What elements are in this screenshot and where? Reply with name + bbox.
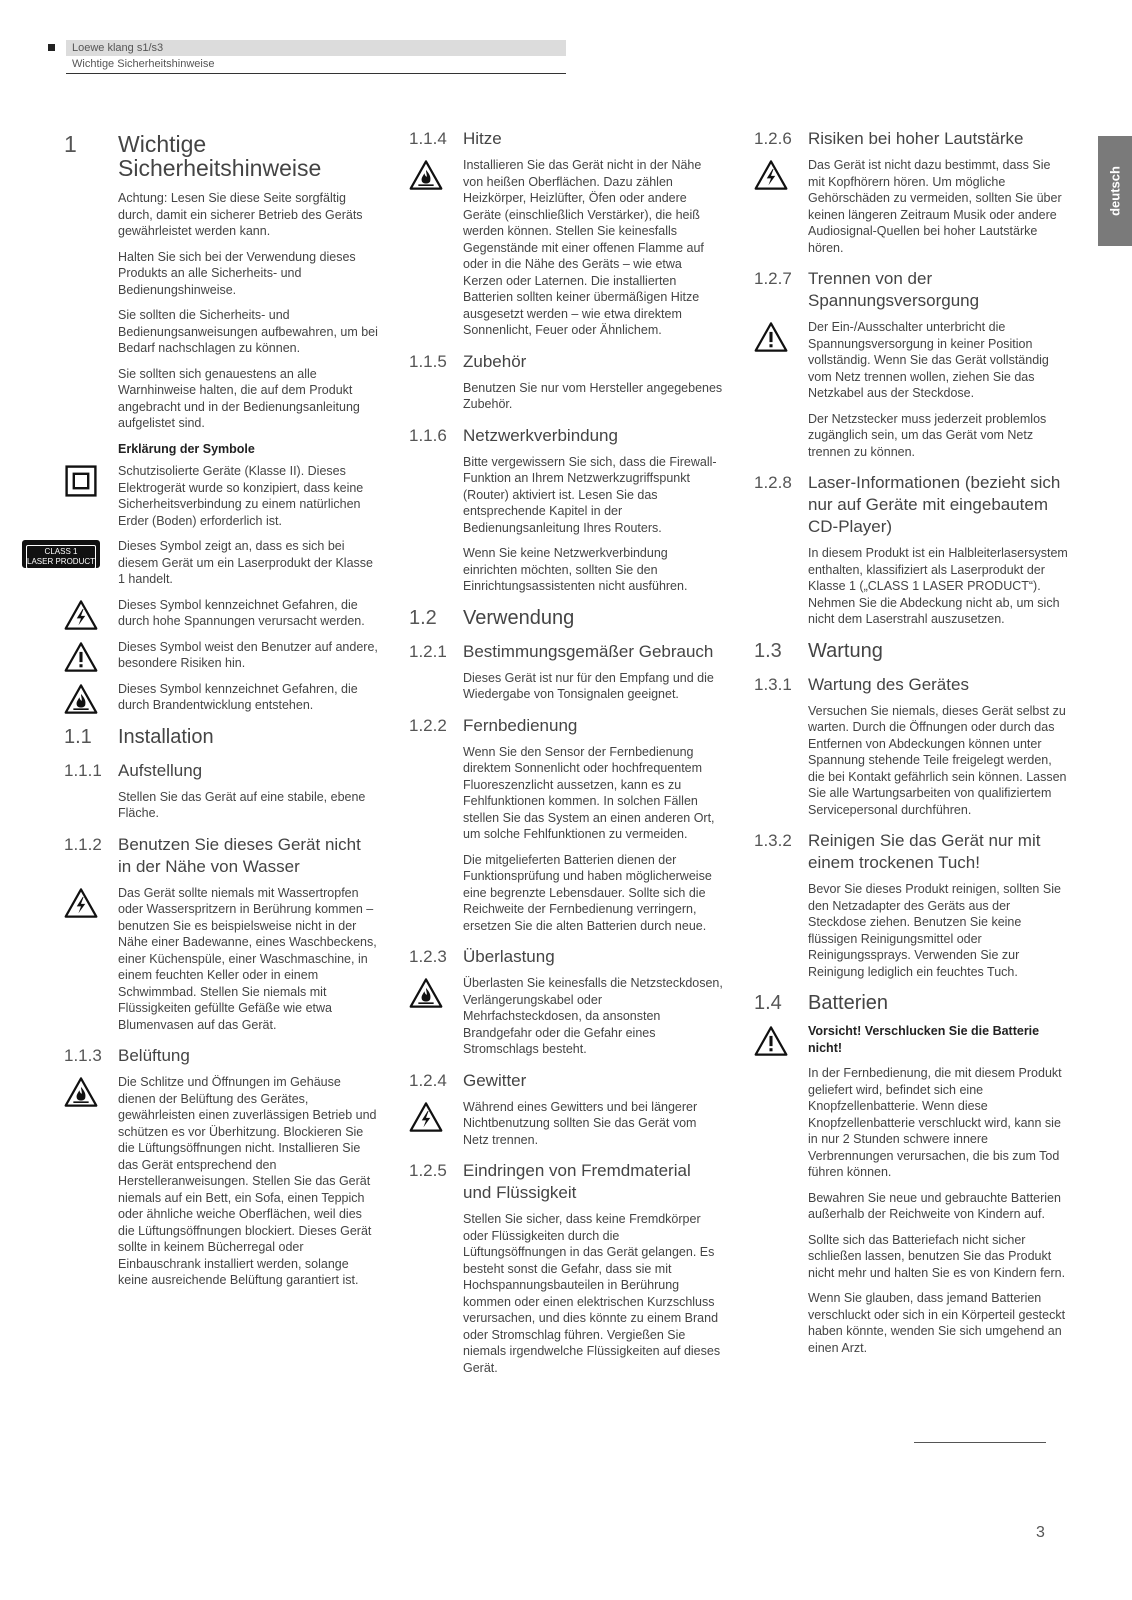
- high-voltage-warning-icon: [64, 599, 98, 631]
- section-title: Benutzen Sie dieses Gerät nicht in der Nähe von Wasser: [118, 834, 361, 876]
- laser-label-line1: CLASS 1: [44, 547, 78, 556]
- section-1-1-2-heading: [64, 834, 378, 878]
- section-number: 1.2.8: [754, 473, 792, 492]
- paragraph: Die mitgelieferten Batterien dienen der Funktionsprüfung und haben möglicherweise eine begrenzte Lebensdauer. Sollte sich die Reichweite der Fernbedienung verringern, ersetzen Sie die alten Batterien durch neue.: [463, 852, 712, 933]
- section-title: Hitze: [463, 129, 502, 148]
- battery-warning-text: Vorsicht! Verschlucken Sie die Batterie nicht!: [808, 1024, 1040, 1055]
- high-voltage-warning-icon: [64, 887, 98, 919]
- paragraph: Dieses Symbol zeigt an, dass es sich bei diesem Gerät um ein Laserprodukt der Klasse 1 handelt.: [118, 539, 373, 586]
- section-1-2-6-heading: [754, 128, 1068, 150]
- general-warning-icon: [754, 1025, 788, 1057]
- icon-paragraph: [409, 157, 723, 339]
- language-tab-label: deutsch: [1107, 166, 1123, 216]
- paragraph: Dieses Symbol kennzeichnet Gefahren, die durch hohe Spannungen verursacht werden.: [118, 597, 365, 628]
- paragraph: Bevor Sie dieses Produkt reinigen, sollten Sie den Netzadapter des Geräts aus der Steckdose ziehen. Benutzen Sie keine flüssigen Reinigungsmittel oder Reinigungssprays. Verwenden Sie zur Reinigung lediglich ein feuchtes Tuch.: [808, 882, 1061, 979]
- section-title: Gewitter: [463, 1070, 527, 1090]
- section-title: Installation: [118, 725, 214, 748]
- section-1-2-4-heading: [409, 1070, 723, 1092]
- section-title: Wartung: [808, 639, 883, 662]
- section-1-2-2-heading: [409, 715, 723, 737]
- class2-double-square-icon: [64, 465, 98, 497]
- section-1-2-5-heading: [409, 1160, 723, 1204]
- section-number: 1.2.4: [409, 1070, 447, 1090]
- paragraph: In diesem Produkt ist ein Halbleiterlasersystem enthalten, klassifiziert als Laserprodukt der Klasse 1 („CLASS 1 LASER PRODUCT“). Nehmen Sie die Abdeckung nicht ab, um sich nicht dem Laserstrahl auszusetzen.: [808, 546, 1068, 626]
- paragraph: Wenn Sie keine Netzwerkverbindung einrichten möchten, sollten Sie den Einrichtungsassistenten nicht ausführen.: [463, 546, 688, 593]
- battery-warning: [808, 1023, 1068, 1056]
- symbol-row-warning: [64, 639, 378, 672]
- section-1-1-1-heading: [64, 760, 378, 782]
- section-number: 1.3.1: [754, 674, 792, 694]
- icon-paragraph: [409, 1099, 723, 1149]
- paragraph: Die Schlitze und Öffnungen im Gehäuse dienen der Belüftung des Gerätes, gewährleisten einen zuverlässigen Betrieb und schützen es vor Überhitzung. Blockieren Sie die Lüftungsöffnungen nicht. Installieren Sie das Gerät entsprechend den Herstelleranweisungen. Stellen Sie das Gerät niemals auf ein Bett, ein Sofa, einen Teppich oder ähnliche weiche Oberflächen, weil dies die Lüftungsöffnungen blockiert. Dieses Gerät sollte in keinem Bücherregal oder Einbauschrank installiert werden, solange keine ausreichende Belüftung garantiert ist.: [118, 1075, 377, 1287]
- page-number: 3: [1036, 1524, 1045, 1541]
- section-1-4-heading: [754, 992, 1068, 1014]
- section-number: 1.1.4: [409, 129, 447, 148]
- icon-paragraph: [64, 885, 378, 1034]
- paragraph: Sollte sich das Batteriefach nicht sicher schließen lassen, benutzen Sie das Produkt nicht mehr und halten Sie es von Kindern fern.: [808, 1232, 1066, 1280]
- section-1-2-3-heading: [409, 946, 723, 968]
- section-title: Überlastung: [463, 947, 555, 966]
- section-title: Fernbedienung: [463, 715, 578, 735]
- section-title: Zubehör: [463, 351, 527, 371]
- paragraph: Installieren Sie das Gerät nicht in der Nähe von heißen Oberflächen. Dazu zählen Heizkörper, Heizlüfter, Öfen oder andere Geräte (einschließlich Verstärker), die heiß werden können. Stellen Sie keinesfalls Gegenstände mit einer offenen Flamme auf oder in die Nähe des Geräts – wie etwa Kerzen oder Laternen. Die installierten Batterien sollten keiner übermäßigen Hitze ausgesetzt werden – wie etwa direktem Sonnenlicht, Feuer oder Ähnlichem.: [463, 158, 704, 337]
- symbol-row-fire: [64, 681, 378, 714]
- section-1-2-1-heading: [409, 641, 723, 663]
- fire-hazard-icon: [64, 1076, 98, 1108]
- column-2: [409, 128, 723, 1385]
- section-title: Wichtige Sicherheitshinweise: [118, 131, 322, 181]
- section-1-1-6-heading: [409, 425, 723, 447]
- header-bullet: [48, 44, 55, 51]
- header-title: Loewe klang s1/s3: [66, 40, 566, 56]
- paragraph: Stellen Sie das Gerät auf eine stabile, ebene Fläche.: [118, 789, 366, 820]
- section-number: 1.1.1: [64, 760, 102, 780]
- high-voltage-warning-icon: [409, 1101, 443, 1133]
- general-warning-icon: [754, 321, 788, 353]
- fire-hazard-icon: [409, 159, 443, 191]
- section-1-1-4-heading: [409, 128, 723, 150]
- high-voltage-warning-icon: [754, 159, 788, 191]
- section-1-2-heading: [409, 607, 723, 629]
- paragraph: Das Gerät sollte niemals mit Wassertropfen oder Wasserspritzern in Berührung kommen – benutzen Sie es beispielsweise nicht in der Nähe einer Badewanne, eines Waschbeckens, einer Küchenspüle, einer Waschmaschine, in einem feuchten Keller oder in einem Schwimmbad. Stellen Sie niemals mit Flüssigkeiten gefüllte Gefäße wie etwa Blumenvasen auf das Gerät.: [118, 885, 377, 1032]
- paragraph: Dieses Symbol kennzeichnet Gefahren, die durch Brandentwicklung entstehen.: [118, 681, 358, 712]
- section-number: 1.2.7: [754, 269, 792, 288]
- paragraph: Achtung: Lesen Sie diese Seite sorgfältig durch, damit ein sicherer Betrieb des Geräts gewährleistet werden kann.: [118, 191, 363, 238]
- icon-paragraph: [409, 975, 723, 1058]
- section-number: 1.1.3: [64, 1046, 102, 1065]
- symbol-row-class2: [64, 463, 378, 529]
- paragraph: Das Gerät ist nicht dazu bestimmt, dass Sie mit Kopfhörern hören. Um mögliche Gehörschäden zu vermeiden, sollten Sie über keinen längeren Zeitraum Musik oder andere Audiosignal-Quellen bei hoher Lautstärke hören.: [808, 158, 1062, 255]
- section-title: Bestimmungsgemäßer Gebrauch: [463, 641, 714, 661]
- paragraph: Sie sollten die Sicherheits- und Bedienungsanweisungen aufbewahren, um bei Bedarf nachschlagen zu können.: [118, 308, 378, 355]
- icon-paragraph: [64, 1074, 378, 1289]
- section-title: Verwendung: [463, 606, 575, 629]
- section-number: 1.3.2: [754, 831, 792, 850]
- section-title: Risiken bei hoher Lautstärke: [808, 129, 1024, 148]
- icon-paragraph: [754, 1023, 1068, 1056]
- section-title: Netzwerkverbindung: [463, 425, 618, 445]
- fire-hazard-icon: [409, 977, 443, 1009]
- general-warning-icon: [64, 641, 98, 673]
- section-number: 1.2.2: [409, 715, 447, 735]
- symbol-row-laser: [27, 538, 378, 588]
- paragraph: Bewahren Sie neue und gebrauchte Batterien außerhalb der Reichweite von Kindern auf.: [808, 1190, 1061, 1221]
- section-1-1-5-heading: [409, 351, 723, 373]
- header-divider: [66, 73, 566, 74]
- column-3: [754, 128, 1068, 1365]
- laser-label-line2: LASER PRODUCT: [27, 557, 96, 566]
- section-1-1-heading: [64, 726, 378, 748]
- column-1: [27, 128, 378, 1298]
- paragraph: Sie sollten sich genauestens an alle Warnhinweise halten, die auf dem Produkt angebracht und in der Bedienungsanleitung aufgelistet sind.: [118, 366, 360, 430]
- paragraph: Benutzen Sie nur vom Hersteller angegebenes Zubehör.: [463, 380, 723, 411]
- symbols-heading: [118, 441, 378, 458]
- section-number: 1.2.1: [409, 641, 447, 661]
- language-tab[interactable]: [1098, 136, 1132, 246]
- section-number: 1.4: [754, 992, 782, 1014]
- paragraph: Der Netzstecker muss jederzeit problemlos zugänglich sein, um das Gerät vom Netz trennen zu können.: [808, 411, 1047, 459]
- symbols-heading-text: Erklärung der Symbole: [118, 441, 255, 456]
- section-1-1-3-heading: [64, 1045, 378, 1067]
- section-number: 1.1.2: [64, 834, 102, 854]
- section-number: 1.2.3: [409, 947, 447, 966]
- header-subtitle: Wichtige Sicherheitshinweise: [72, 58, 215, 70]
- section-1-2-8-heading: [754, 472, 1068, 538]
- paragraph: Überlasten Sie keinesfalls die Netzsteckdosen, Verlängerungskabel oder Mehrfachsteckdosen, da ansonsten Brandgefahr oder die Gefahr eines Stromschlags besteht.: [463, 976, 723, 1056]
- section-title: Laser-Informationen (bezieht sich nur auf Geräte mit eingebautem CD-Player): [808, 473, 1061, 536]
- paragraph: Stellen Sie sicher, dass keine Fremdkörper oder Flüssigkeiten durch die Lüftungsöffnungen in das Gerät gelangen. Es besteht sonst die Gefahr, dass sie mit Hochspannungsbauteilen in Berührung kommen oder einen elektrischen Kurzschluss verursachen, und dies könnte zu einem Brand oder Stromschlag führen. Vergießen Sie niemals irgendwelche Flüssigkeiten auf dieses Gerät.: [463, 1212, 721, 1375]
- section-number: 1.1: [64, 725, 92, 748]
- section-title: Wartung des Gerätes: [808, 674, 969, 694]
- paragraph: Wenn Sie glauben, dass jemand Batterien verschluckt oder sich in ein Körperteil gesteckt haben könnte, wenden Sie sich umgehend an einen Arzt.: [808, 1291, 1066, 1355]
- paragraph: Bitte vergewissern Sie sich, dass die Firewall-Funktion an Ihrem Netzwerkzugriffspunkt (Router) aktiviert ist. Lesen Sie das entsprechende Kapitel in der Bedienungsanleitung Ihres Routers.: [463, 454, 717, 535]
- paragraph: Halten Sie sich bei der Verwendung dieses Produkts an alle Sicherheits- und Bedienungshinweise.: [118, 249, 356, 297]
- section-title: Reinigen Sie das Gerät nur mit einem trockenen Tuch!: [808, 831, 1041, 872]
- section-1-2-7-heading: [754, 268, 1068, 312]
- symbol-row-voltage: [64, 597, 378, 630]
- end-divider: [914, 1442, 1046, 1443]
- section-number: 1.1.6: [409, 425, 447, 445]
- section-1-3-2-heading: [754, 830, 1068, 874]
- paragraph: In der Fernbedienung, die mit diesem Produkt geliefert wird, befindet sich eine Knopfzellenbatterie. Wenn diese Knopfzellenbatterie verschluckt wird, kann sie in nur 2 Stunden schwere innere Verbrennungen verursachen, die bis zum Tod führen können.: [808, 1066, 1062, 1179]
- section-title: Eindringen von Fremdmaterial und Flüssigkeit: [463, 1161, 691, 1202]
- paragraph: Dieses Gerät ist nur für den Empfang und die Wiedergabe von Tonsignalen geeignet.: [463, 670, 714, 701]
- section-1-heading: [64, 132, 378, 180]
- section-number: 1.3: [754, 639, 782, 662]
- paragraph: Während eines Gewitters und bei längerer Nichtbenutzung sollten Sie das Gerät vom Netz trennen.: [463, 1099, 698, 1147]
- section-title: Aufstellung: [118, 760, 203, 780]
- paragraph: Der Ein-/Ausschalter unterbricht die Spannungsversorgung in keiner Position vollständig. Wenn Sie das Gerät vollständig vom Netz trennen wollen, ziehen Sie das Netzkabel aus der Steckdose.: [808, 320, 1049, 400]
- section-number: 1.2.5: [409, 1161, 447, 1180]
- section-number: 1: [64, 131, 77, 157]
- paragraph: Schutzisolierte Geräte (Klasse II). Dieses Elektrogerät wurde so konzipiert, dass keine Sicherheitsverbindung zu einem natürlichen Erder (Boden) erforderlich ist.: [118, 464, 364, 528]
- icon-paragraph: [754, 319, 1068, 402]
- section-number: 1.2.6: [754, 129, 792, 148]
- paragraph: Versuchen Sie niemals, dieses Gerät selbst zu warten. Durch die Öffnungen oder durch das Entfernen von Abdeckungen können unter Spannung stehende Teile freigelegt werden, die bei Kontakt gefährlich sein können. Lassen Sie alle Wartungsarbeiten von qualifiziertem Servicepersonal durchführen.: [808, 703, 1067, 817]
- class1-laser-label-icon: [22, 540, 100, 568]
- section-title: Belüftung: [118, 1046, 190, 1065]
- paragraph: Wenn Sie den Sensor der Fernbedienung direktem Sonnenlicht oder hochfrequentem Fluoreszenzlicht aussetzen, kann es zu Fehlfunktionen kommen. In solchen Fällen stellen Sie das System an einen anderen Ort, um solche Fehlfunktionen zu vermeiden.: [463, 744, 715, 841]
- section-title: Trennen von der Spannungsversorgung: [808, 269, 980, 310]
- section-number: 1.2: [409, 606, 437, 629]
- paragraph: Dieses Symbol weist den Benutzer auf andere, besondere Risiken hin.: [118, 639, 378, 670]
- section-number: 1.1.5: [409, 351, 447, 371]
- section-1-3-heading: [754, 640, 1068, 662]
- section-1-3-1-heading: [754, 674, 1068, 696]
- icon-paragraph: [754, 157, 1068, 256]
- section-title: Batterien: [808, 992, 889, 1014]
- fire-hazard-icon: [64, 683, 98, 715]
